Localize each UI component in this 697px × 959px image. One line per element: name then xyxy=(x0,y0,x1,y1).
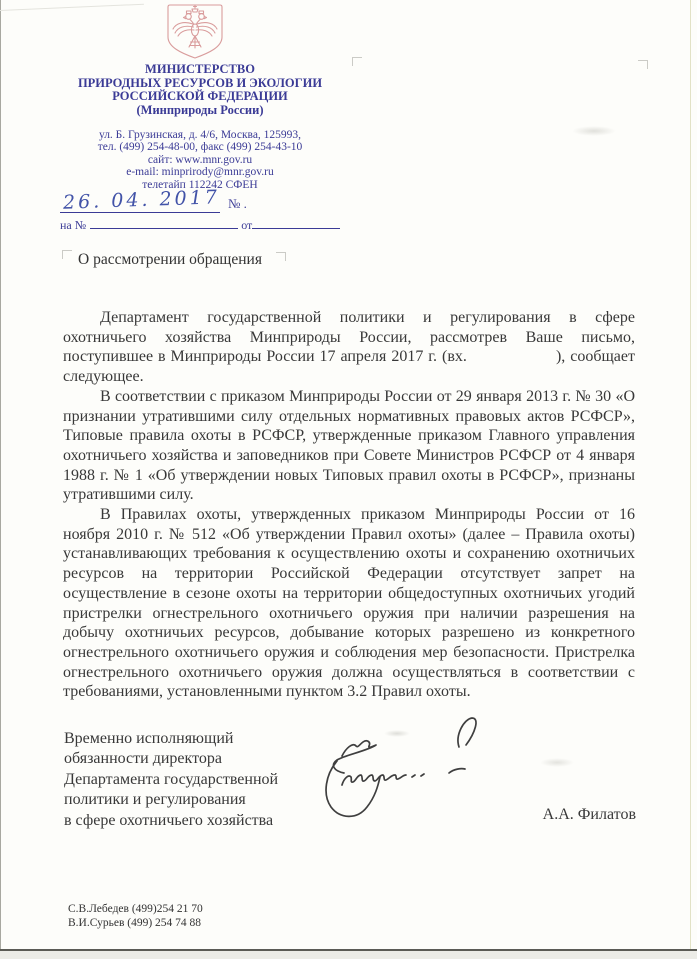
scan-edge-right xyxy=(690,0,691,959)
corner-mark xyxy=(638,60,648,69)
date-number-row xyxy=(60,186,380,218)
ministry-line: ПРИРОДНЫХ РЕСУРСОВ И ЭКОЛОГИИ xyxy=(77,75,323,90)
ministry-name-block xyxy=(28,63,372,117)
phone-line: тел. (499) 254-48-00, факс (499) 254-43-10 xyxy=(97,141,303,154)
from-date-underline xyxy=(252,217,340,229)
ministry-line: РОССИЙСКОЙ ФЕДЕРАЦИИ xyxy=(112,89,288,104)
letter-body xyxy=(63,308,635,702)
executor-contact-line: С.В.Лебедев (499)254 21 70 xyxy=(68,903,203,915)
paragraph-1: Департамент государственной политики и регулирования в сфере охотничьего хозяйства Минприроды России, рассмотрев Ваше письмо, поступившее в Минприроды России 17 апреля 2017 г. (вх. ), сообщает следующее. xyxy=(63,309,635,386)
scan-edge-left xyxy=(0,0,1,959)
from-label: от xyxy=(241,218,253,232)
incoming-number-label: на № xyxy=(60,218,87,232)
corner-mark xyxy=(62,250,72,259)
scan-edge-below xyxy=(0,951,697,959)
paragraph-3: В Правилах охоты, утвержденных приказом Минприроды России от 16 ноября 2010 г. № 512 «Об утверждении Правил охоты» (далее – Правила охоты) устанавливающих требования к осуществлению охоты и сохранению охотничьих ресурсов на территории Российской Федерации отсутствует запрет на осуществление в сезоне охоты на территории общедоступных охотничьих угодий пристрелки огнестрельного охотничьего оружия при наличии разрешения на добычу охотничьих ресурсов, добывание которых разрешено из конкретного огнестрельного охотничьего оружия и соблюдения мер безопасности. Пристрелка огнестрельного охотничьего оружия должна осуществляться в соответствии с требованиями, установленными пунктом 3.2 Правил охоты. xyxy=(63,506,635,701)
signer-position-line: обязанности директора xyxy=(64,750,222,768)
ministry-line: МИНИСТЕРСТВО xyxy=(145,62,255,76)
signer-position-block xyxy=(64,729,278,831)
handwritten-signature-icon xyxy=(318,698,500,838)
signer-name: А.А. Филатов xyxy=(542,806,636,823)
executor-contacts xyxy=(68,903,203,930)
website-line: сайт: www.mnr.gov.ru xyxy=(147,153,253,166)
handwritten-date: 26. 04. 2017 xyxy=(62,186,221,214)
email-line: e-mail: minprirody@mnr.gov.ru xyxy=(126,166,274,179)
contact-block xyxy=(28,129,372,191)
scan-smudge xyxy=(572,126,616,136)
signer-position-line: политики и регулирования xyxy=(64,791,246,809)
paragraph-2: В соответствии с приказом Минприроды России от 29 января 2013 г. № 30 «О признании утратившими силу отдельных нормативных правовых актов РСФСР», Типовые правила охоты в РСФСР, утвержденные приказом Главного управления охотничьего хозяйства и заповедников при Совете Министров РСФСР от 4 января 1988 г. № 1 «Об утверждении новых Типовых правил охоты в РСФСР», признаны утратившими силу. xyxy=(63,387,635,504)
executor-contact-line: В.И.Сурьев (499) 254 74 88 xyxy=(68,916,202,929)
address-line: ул. Б. Грузинская, д. 4/6, Москва, 125993, xyxy=(98,129,302,141)
signer-position-line: в сфере охотничьего хозяйства xyxy=(64,811,274,829)
signer-position-line: Временно исполняющий xyxy=(64,730,234,747)
outgoing-number-label: № . xyxy=(228,196,247,211)
date-underline xyxy=(60,212,220,213)
russia-coat-of-arms-icon xyxy=(164,2,226,60)
incoming-number-underline xyxy=(90,217,238,229)
corner-mark xyxy=(276,252,286,261)
subject-line: О рассмотрении обращения xyxy=(78,251,262,268)
teletype-line: телетайп 112242 СФЕН xyxy=(142,178,258,191)
corner-mark xyxy=(352,57,362,66)
signer-position-line: Департамента государственной xyxy=(64,770,279,788)
ministry-line: (Минприроды России) xyxy=(136,102,264,117)
incoming-ref-row xyxy=(60,217,340,233)
scan-edge-top xyxy=(0,4,144,12)
scan-smudge xyxy=(540,758,574,767)
